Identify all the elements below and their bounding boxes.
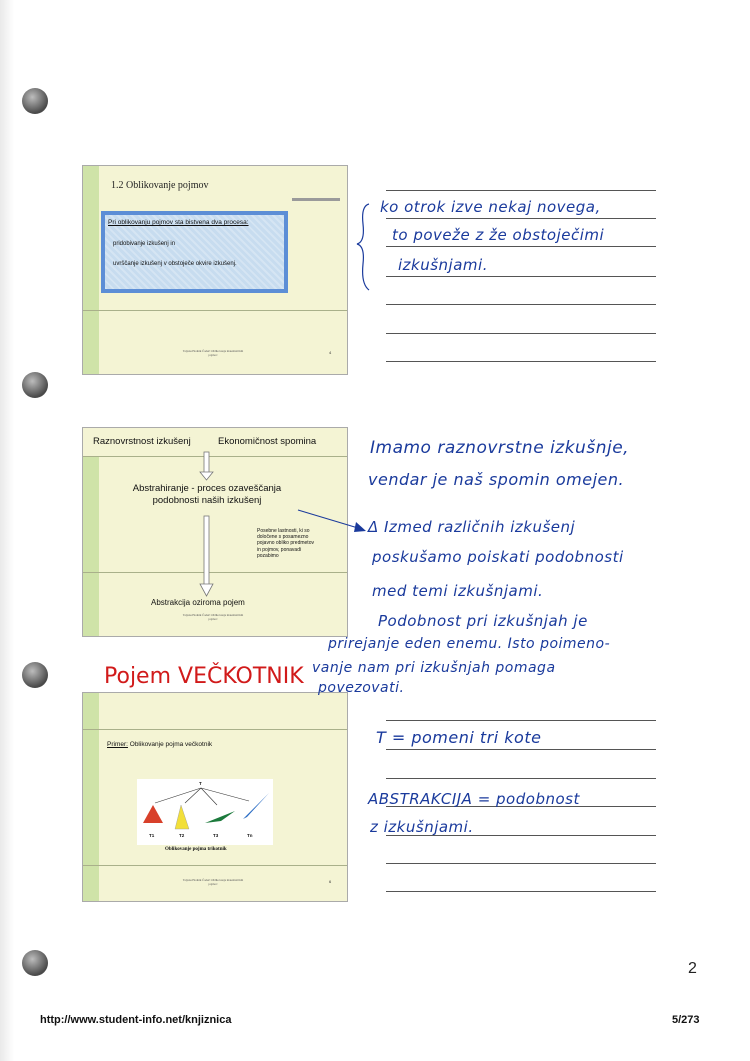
handwriting-line: ko otrok izve nekaj novega, [380,198,601,216]
slide-footer: Tatjana Hodnik Čadež: Oblikovanje matematičnih pojmov [182,878,244,886]
ruled-line [386,246,656,247]
punch-hole-3 [22,662,48,688]
ruled-line [386,891,656,892]
handwriting-line: poskušamo poiskati podobnosti [372,548,624,566]
red-heading: Pojem VEČKOTNIK [104,664,304,689]
slide-footer: Tatjana Hodnik Čadež: Oblikovanje matematičnih pojmov [182,613,244,621]
ruled-line [386,361,656,362]
punch-hole-2 [22,372,48,398]
title-bar [292,198,340,201]
slide-1 [82,165,348,375]
handwriting-line: med temi izkušnjami. [372,582,544,600]
tree-top-label: T [199,781,202,786]
label-t2: T2 [179,833,185,838]
slide-side-strip [83,166,99,374]
slide-3 [82,692,348,902]
handwriting-line: T = pomeni tri kote [376,728,542,747]
slide-page-number: 6 [329,879,332,884]
label-tn: Tn [247,833,253,838]
heading-left: Raznovrstnost izkušenj [93,436,191,447]
ruled-line [386,720,656,721]
handwriting-line: ABSTRAKCIJA = podobnost [368,790,580,808]
handwriting-line: Δ Izmed različnih izkušenj [368,518,576,536]
caption-prefix: Primer: [107,741,128,748]
heading-right: Ekonomičnost spomina [218,436,317,447]
slide-title: 1.2 Oblikovanje pojmov [111,180,209,191]
handwriting-line: povezovati. [318,680,405,696]
triangle-t1 [143,805,163,823]
handwriting-line: izkušnjami. [398,256,488,274]
ruled-line [386,863,656,864]
triangle-tn [243,793,269,819]
slide-page-number: 4 [329,350,332,355]
handwriting-line: prirejanje eden enemu. Isto poimeno- [328,636,611,652]
triangle-t3 [205,811,235,823]
label-t1: T1 [149,833,155,838]
punch-hole-4 [22,950,48,976]
box-line-2: pridobivanje izkušenj in [113,241,176,247]
page-number: 2 [688,960,697,977]
ruled-line [386,190,656,191]
concept-box [101,211,288,293]
triangle-diagram [83,693,348,902]
ruled-line [386,778,656,779]
label-t3: T3 [213,833,219,838]
box-line-3: uvrščanje izkušenj v obstoječe okvire izkušenj. [113,261,237,267]
ruled-line [386,304,656,305]
handwriting-line: Imamo raznovrstne izkušnje, [370,438,630,458]
slide-divider [83,310,347,311]
box-line-1: Pri oblikovanju pojmov sta bistvena dva procesa: [108,219,249,226]
ruled-line [386,749,656,750]
connector-arrow [296,506,376,536]
handwriting-line: z izkušnjami. [370,818,474,836]
handwriting-line: vanje nam pri izkušnjah pomaga [312,660,556,676]
footer-page-count: 5/273 [672,1014,700,1026]
punch-hole-1 [22,88,48,114]
ruled-line [386,276,656,277]
triangle-t2 [175,805,189,829]
ruled-line [386,333,656,334]
slide-footer: Tatjana Hodnik Čadež: Oblikovanje matematičnih pojmov [182,349,244,357]
handwriting-line: vendar je naš spomin omejen. [368,470,625,489]
caption-text: Oblikovanje pojma večkotnik [127,741,213,748]
triangle-caption: Oblikovanje pojma trikotnik [165,847,227,852]
abstraction-text: Abstrahiranje - proces ozaveščanja podobnosti naših izkušenj [132,483,282,506]
handwriting-line: Podobnost pri izkušnjah je [378,612,588,630]
handwriting-line: to poveže z že obstoječimi [392,226,605,244]
ruled-line [386,218,656,219]
footer-url: http://www.student-info.net/knjiznica [40,1014,232,1026]
bottom-text: Abstrakcija oziroma pojem [151,598,245,607]
side-note: Posebne lastnosti, ki so določene s posamezno pojavno obliko predmetov in pojmov, ponavadi pozabimo [257,528,314,559]
page-edge-shadow [0,0,14,1061]
